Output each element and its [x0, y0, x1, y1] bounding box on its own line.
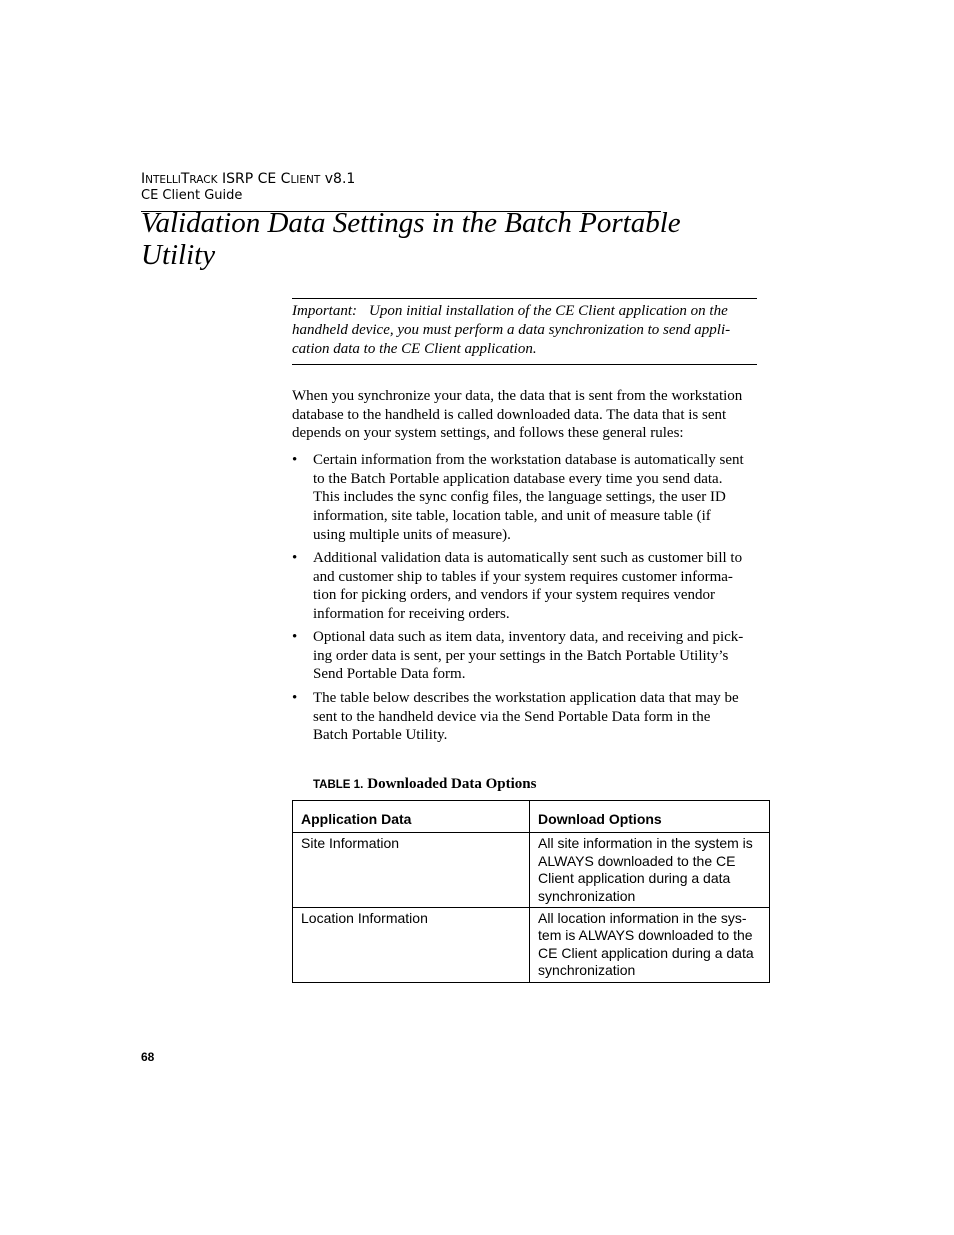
bullet-2-line-2: and customer ship to tables if your system requires customer informa- [313, 568, 733, 585]
table-row [293, 908, 770, 983]
column-header-application-data: Application Data [293, 801, 530, 833]
downloaded-data-options-table [292, 800, 770, 983]
page-title-line-2: Utility [141, 239, 216, 271]
table-caption [313, 775, 536, 793]
header-smallcaps-ntelli: NTELLI [145, 174, 181, 186]
bullet-4-line-3: Batch Portable Utility. [313, 727, 448, 744]
bullet-1-line-2: to the Batch Portable application database every time you send data. [313, 470, 723, 487]
header-smallcaps-lient: LIENT [290, 174, 321, 186]
cell-download-options [530, 833, 770, 908]
note-line-1 [292, 302, 757, 321]
header-smallcaps-rack: RACK [189, 174, 218, 186]
bullet-text [313, 549, 742, 624]
bullet-2-line-1: Additional validation data is automatically sent such as customer bill to [313, 550, 743, 566]
bullet-2-line-3: tion for picking orders, and vendors if your system requires vendor [313, 587, 715, 604]
bullet-symbol: • [292, 690, 298, 706]
cell-line: synchronization [538, 887, 636, 904]
header-version: v8.1 [320, 171, 356, 187]
table-header-row [293, 801, 770, 833]
bullet-1-line-4: information, site table, location table, and unit of measure table (if [313, 508, 711, 525]
page-title-line-1: Validation Data Settings in the Batch Portable [141, 207, 681, 239]
table-row [293, 833, 770, 908]
bullet-2-line-4: information for receiving orders. [313, 606, 510, 623]
header-initial-t: T [180, 171, 190, 187]
bullet-symbol: • [292, 452, 298, 468]
bullet-3-line-3: Send Portable Data form. [313, 666, 466, 683]
note-label: Important: [292, 303, 357, 319]
note-line-3: cation data to the CE Client application. [292, 341, 537, 357]
note-line-1-text: Upon initial installation of the CE Client application on the [369, 303, 728, 319]
bullet-text [313, 689, 739, 745]
page-number: 68 [141, 1050, 155, 1064]
bullet-text [313, 451, 744, 545]
cell-line: ALWAYS downloaded to the CE [538, 852, 736, 869]
bullet-1-line-3: This includes the sync config files, the language settings, the user ID [313, 489, 726, 506]
cell-application-data: Location Information [293, 908, 530, 983]
bullet-1-line-5: using multiple units of measure). [313, 526, 511, 543]
cell-application-data: Site Information [293, 833, 530, 908]
table-caption-text: Downloaded Data Options [367, 776, 537, 792]
cell-line: All site information in the system is [538, 835, 753, 852]
cell-line: All location information in the sys- [538, 910, 747, 927]
bullet-1-line-1: Certain information from the workstation database is automatically sent [313, 452, 744, 468]
cell-line: CE Client application during a data [538, 944, 754, 961]
header-isrp-ce: ISRP CE C [217, 171, 291, 187]
cell-line: synchronization [538, 962, 636, 979]
intro-line-3: depends on your system settings, and follows these general rules: [292, 425, 684, 442]
important-note [292, 298, 757, 365]
page-title [141, 207, 701, 271]
bullet-4-line-2: sent to the handheld device via the Send Portable Data form in the [313, 708, 711, 725]
header-initial-i: I [141, 171, 146, 187]
bullet-3-line-1: Optional data such as item data, inventory data, and receiving and pick- [313, 629, 744, 645]
intro-line-2: database to the handheld is called downloaded data. The data that is sent [292, 406, 727, 423]
column-header-download-options: Download Options [530, 801, 770, 833]
cell-line: Client application during a data [538, 870, 731, 887]
note-line-2: handheld device, you must perform a data synchronization to send appli- [292, 322, 731, 338]
bullet-symbol: • [292, 550, 298, 566]
running-header-subtitle: CE Client Guide [141, 188, 243, 203]
bullet-text [313, 628, 743, 684]
cell-line: tem is ALWAYS downloaded to the [538, 927, 753, 944]
cell-download-options [530, 908, 770, 983]
bullet-4-line-1: The table below describes the workstation application data that may be [313, 690, 739, 706]
intro-line-1: When you synchronize your data, the data that is sent from the workstation [292, 388, 743, 404]
intro-paragraph [292, 387, 762, 443]
bullet-symbol: • [292, 629, 298, 645]
bullet-3-line-2: ing order data is sent, per your settings in the Batch Portable Utility’s [313, 647, 729, 664]
table-caption-label: TABLE 1. [313, 779, 364, 791]
